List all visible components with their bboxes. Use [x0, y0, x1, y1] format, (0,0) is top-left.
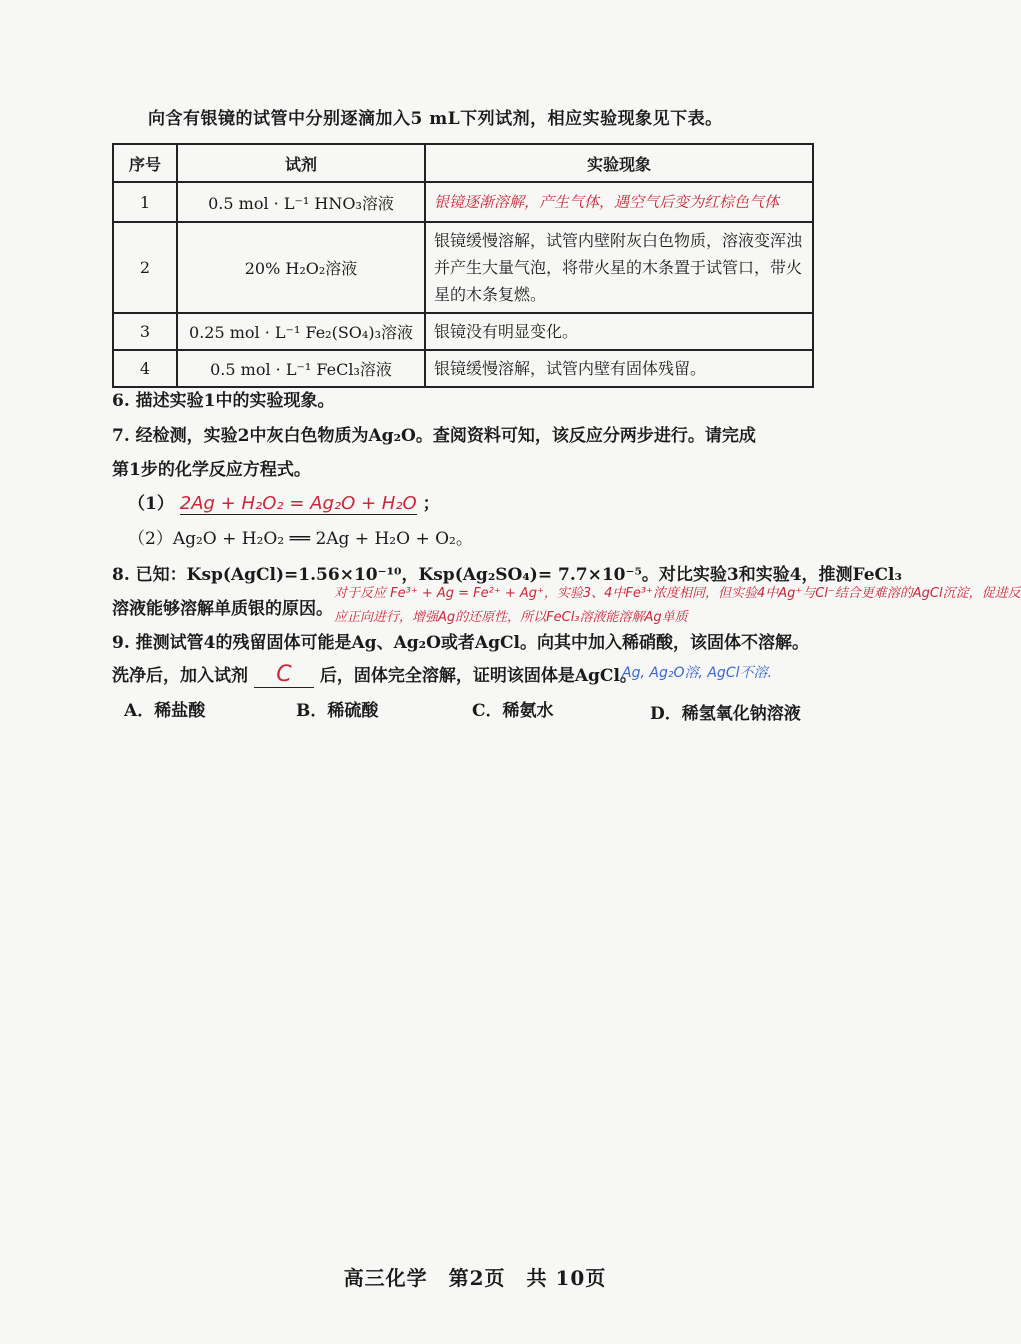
row-reagent: 0.25 mol · L⁻¹ Fe₂(SO₄)₃溶液 — [177, 313, 425, 350]
question-8-handwritten-2: 应正向进行，增强Ag的还原性，所以FeCl₃溶液能溶解Ag单质 — [334, 610, 688, 625]
row-no: 3 — [113, 313, 177, 350]
q9-text-a: 洗净后，加入试剂 — [112, 666, 248, 686]
q9-answer: C — [254, 662, 314, 688]
option-a: A．稀盐酸 — [124, 701, 206, 721]
question-7-step2: （2）Ag₂O + H₂O₂ ══ 2Ag + H₂O + O₂。 — [128, 529, 473, 549]
table-row — [113, 350, 813, 387]
question-8-handwritten-1: 对于反应 Fe³⁺ + Ag = Fe²⁺ + Ag⁺，实验3、4中Fe³⁺浓度相同，但实验4中Ag⁺与Cl⁻结合更难溶的AgCl沉淀，促进反 — [334, 586, 1021, 601]
question-6: 6. 描述实验1中的实验现象。 — [112, 391, 335, 411]
row-reagent: 0.5 mol · L⁻¹ HNO₃溶液 — [177, 182, 425, 222]
q9-text-b: 后，固体完全溶解，证明该固体是AgCl。 — [319, 666, 637, 686]
question-9-line2 — [112, 661, 637, 688]
question-9-line1: 9. 推测试管4的残留固体可能是Ag、Ag₂O或者AgCl。向其中加入稀硝酸，该固体不溶解。 — [112, 633, 809, 653]
option-d: D．稀氢氧化钠溶液 — [650, 704, 801, 724]
table-header-row — [113, 144, 813, 182]
row-observation: 银镜没有明显变化。 — [425, 313, 813, 350]
question-8-line2: 溶液能够溶解单质银的原因。 — [112, 599, 333, 619]
question-8-line1: 8. 已知：Ksp(AgCl)=1.56×10⁻¹⁰，Ksp(Ag₂SO₄)= 7.7×10⁻⁵。对比实验3和实验4，推测FeCl₃ — [112, 565, 902, 585]
header-no: 序号 — [113, 144, 177, 182]
option-b: B．稀硫酸 — [296, 701, 379, 721]
row-observation: 银镜缓慢溶解，试管内壁有固体残留。 — [425, 350, 813, 387]
header-reagent: 试剂 — [177, 144, 425, 182]
row-reagent: 20% H₂O₂溶液 — [177, 222, 425, 313]
question-7-line2: 第1步的化学反应方程式。 — [112, 460, 311, 480]
q9-handwritten-note: Ag, Ag₂O溶, AgCl不溶. — [622, 665, 772, 681]
table-row — [113, 222, 813, 313]
row-handwritten-observation: 银镜逐渐溶解，产生气体，遇空气后变为红棕色气体 — [425, 182, 813, 222]
page-footer: 高三化学 第2页 共 10页 — [343, 1266, 607, 1290]
question-7-step1 — [128, 489, 440, 515]
experiment-table — [112, 143, 814, 388]
step1-label: （1） — [128, 494, 174, 514]
intro-text: 向含有银镜的试管中分别逐滴加入5 mL下列试剂，相应实验现象见下表。 — [148, 109, 723, 129]
row-no: 4 — [113, 350, 177, 387]
row-observation: 银镜缓慢溶解，试管内壁附灰白色物质，溶液变浑浊并产生大量气泡，将带火星的木条置于试管口，带火星的木条复燃。 — [425, 222, 813, 313]
step1-end: ； — [422, 494, 440, 514]
row-no: 2 — [113, 222, 177, 313]
table-row — [113, 313, 813, 350]
row-no: 1 — [113, 182, 177, 222]
step1-answer: 2Ag + H₂O₂ = Ag₂O + H₂O — [179, 493, 417, 514]
question-7-line1: 7. 经检测，实验2中灰白色物质为Ag₂O。查阅资料可知，该反应分两步进行。请完成 — [112, 426, 756, 446]
option-c: C．稀氨水 — [472, 701, 554, 721]
table-row — [113, 182, 813, 222]
header-observation: 实验现象 — [425, 144, 813, 182]
row-reagent: 0.5 mol · L⁻¹ FeCl₃溶液 — [177, 350, 425, 387]
